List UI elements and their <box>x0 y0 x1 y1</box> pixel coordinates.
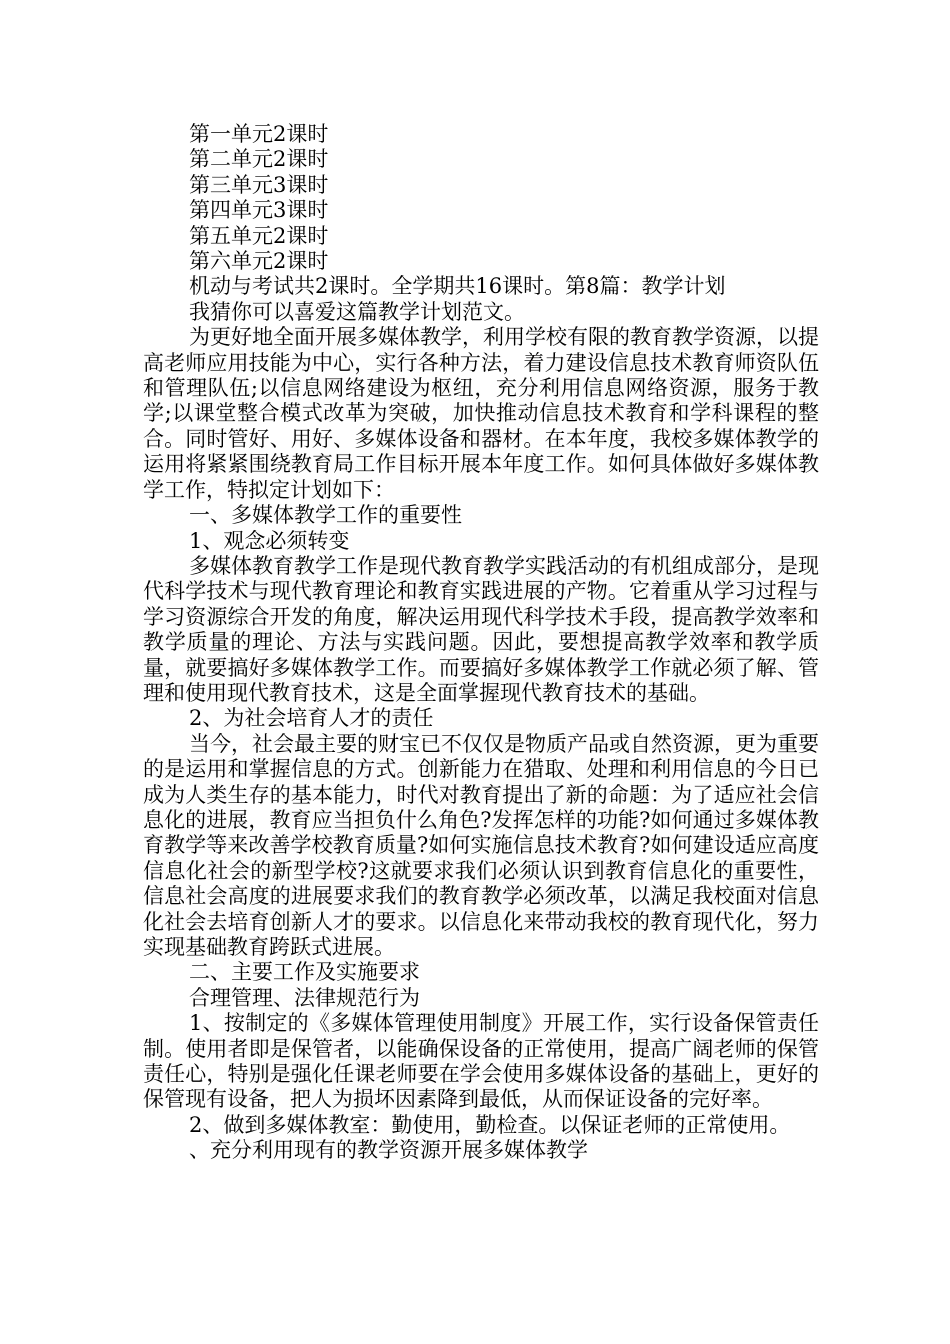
subsection-heading: 2、为社会培育人才的责任 <box>189 706 434 731</box>
section-heading: 一、多媒体教学工作的重要性 <box>189 503 462 528</box>
unit-hours-line: 第三单元3课时 <box>189 172 329 197</box>
unit-hours-line: 第五单元2课时 <box>189 223 329 248</box>
body-paragraph: 多媒体教育教学工作是现代教育教学实践活动的有机组成部分，是现代科学技术与现代教育理论和教育实践进展的产物。它着重从学习过程与学习资源综合开发的角度，解决运用现代科学技术手段，提高教学效率和教学质量的理论、方法与实践问题。因此，要想提高教学效率和教学质量，就要搞好多媒体教学工作。而要搞好多媒体教学工作就必须了解、管理和使用现代教育技术，这是全面掌握现代教育技术的基础。 <box>143 553 819 705</box>
unit-hours-line: 第四单元3课时 <box>189 198 329 223</box>
subsection-heading: 1、观念必须转变 <box>189 528 350 553</box>
intro-paragraph: 为更好地全面开展多媒体教学，利用学校有限的教育教学资源，以提高老师应用技能为中心，实行各种方法，着力建设信息技术教育师资队伍和管理队伍;以信息网络建设为枢纽，充分利用信息网络资源，服务于教学;以课堂整合模式改革为突破，加快推动信息技术教育和学科课程的整合。同时管好、用好、多媒体设备和器材。在本年度，我校多媒体教学的运用将紧紧围绕教育局工作目标开展本年度工作。如何具体做好多媒体教学工作，特拟定计划如下： <box>143 325 819 502</box>
subsection-heading: 、充分利用现有的教学资源开展多媒体教学 <box>189 1138 588 1163</box>
section-heading: 二、主要工作及实施要求 <box>189 960 420 985</box>
intro-line: 我猜你可以喜爱这篇教学计划范文。 <box>189 299 525 324</box>
unit-hours-line: 第二单元2课时 <box>189 147 329 172</box>
unit-hours-line: 第六单元2课时 <box>189 249 329 274</box>
body-paragraph: 当今，社会最主要的财宝已不仅仅是物质产品或自然资源，更为重要的是运用和掌握信息的方式。创新能力在猎取、处理和利用信息的今日已成为人类生存的基本能力，时代对教育提出了新的命题：为了适应社会信息化的进展，教育应当担负什么角色?发挥怎样的功能?如何通过多媒体教育教学等来改善学校教育质量?如何实施信息技术教育?如何建设适应高度信息化社会的新型学校?这就要求我们必须认识到教育信息化的重要性，信息社会高度的进展要求我们的教育教学必须改革，以满足我校面对信息化社会去培育创新人才的要求。以信息化来带动我校的教育现代化，努力实现基础教育跨跃式进展。 <box>143 731 819 959</box>
document-body <box>143 122 819 1164</box>
body-line: 2、做到多媒体教室：勤使用，勤检查。以保证老师的正常使用。 <box>189 1112 791 1137</box>
unit-hours-line: 第一单元2课时 <box>189 122 329 146</box>
body-paragraph: 1、按制定的《多媒体管理使用制度》开展工作，实行设备保管责任制。使用者即是保管者，以能确保设备的正常使用，提高广阔老师的保管责任心，特别是强化任课老师要在学会使用多媒体设备的基础上，更好的保管现有设备，把人为损坏因素降到最低，从而保证设备的完好率。 <box>143 1011 819 1112</box>
summary-line: 机动与考试共2课时。全学期共16课时。第8篇：教学计划 <box>189 274 726 299</box>
subsection-heading: 合理管理、法律规范行为 <box>189 985 420 1010</box>
